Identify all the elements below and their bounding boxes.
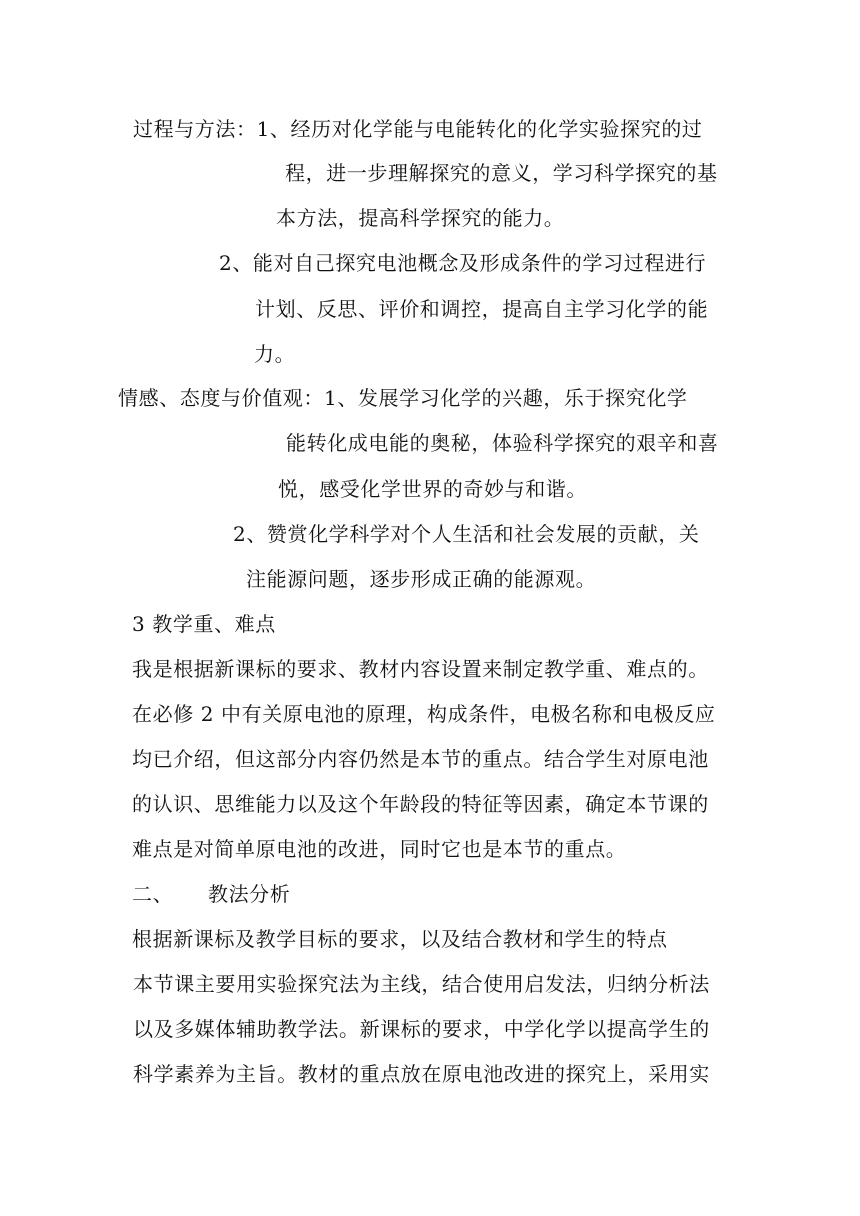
key-points-paragraph-line-1: 我是根据新课标的要求、教材内容设置来制定教学重、难点的。 — [132, 657, 709, 681]
process-method-item2-line-1: 2、能对自己探究电池概念及形成条件的学习过程进行 — [219, 251, 707, 275]
process-method-item2-line-3: 力。 — [254, 342, 296, 366]
teaching-method-paragraph-line-3: 以及多媒体辅助教学法。新课标的要求，中学化学以提高学生的 — [133, 1017, 710, 1041]
emotion-values-line-3: 悦，感受化学世界的奇妙与和谐。 — [278, 477, 587, 501]
emotion-values-line-1: 情感、态度与价值观：1、发展学习化学的兴趣，乐于探究化学 — [118, 386, 688, 410]
teaching-method-paragraph-line-2: 本节课主要用实验探究法为主线，结合使用启发法，归纳分析法 — [133, 972, 710, 996]
emotion-values-line-2: 能转化成电能的奥秘，体验科学探究的艰辛和喜 — [286, 431, 719, 455]
teaching-method-heading: 二、 教法分析 — [132, 882, 291, 906]
process-method-item2-line-2: 计划、反思、评价和调控，提高自主学习化学的能 — [255, 297, 709, 321]
process-method-line-2: 程，进一步理解探究的意义，学习科学探究的基 — [285, 161, 718, 185]
key-points-paragraph-line-2: 在必修 2 中有关原电池的原理，构成条件，电极名称和电极反应 — [132, 702, 716, 726]
emotion-values-item2-line-2: 注能源问题，逐步形成正确的能源观。 — [246, 567, 597, 591]
key-points-paragraph-line-3: 均已介绍，但这部分内容仍然是本节的重点。结合学生对原电池 — [132, 747, 709, 771]
key-points-paragraph-line-4: 的认识、思维能力以及这个年龄段的特征等因素，确定本节课的 — [132, 792, 709, 816]
key-points-heading: 3 教学重、难点 — [132, 612, 276, 636]
key-points-paragraph-line-5: 难点是对简单原电池的改进，同时它也是本节的重点。 — [132, 837, 627, 861]
emotion-values-item2-line-1: 2、赞赏化学科学对个人生活和社会发展的贡献，关 — [233, 522, 700, 546]
teaching-method-paragraph-line-1: 根据新课标及教学目标的要求，以及结合教材和学生的特点 — [132, 927, 668, 951]
teaching-method-paragraph-line-4: 科学素养为主旨。教材的重点放在原电池改进的探究上，采用实 — [133, 1062, 710, 1086]
process-method-line-3: 本方法，提高科学探究的能力。 — [276, 206, 565, 230]
process-method-line-1: 过程与方法：1、经历对化学能与电能转化的化学实验探究的过 — [133, 117, 703, 141]
